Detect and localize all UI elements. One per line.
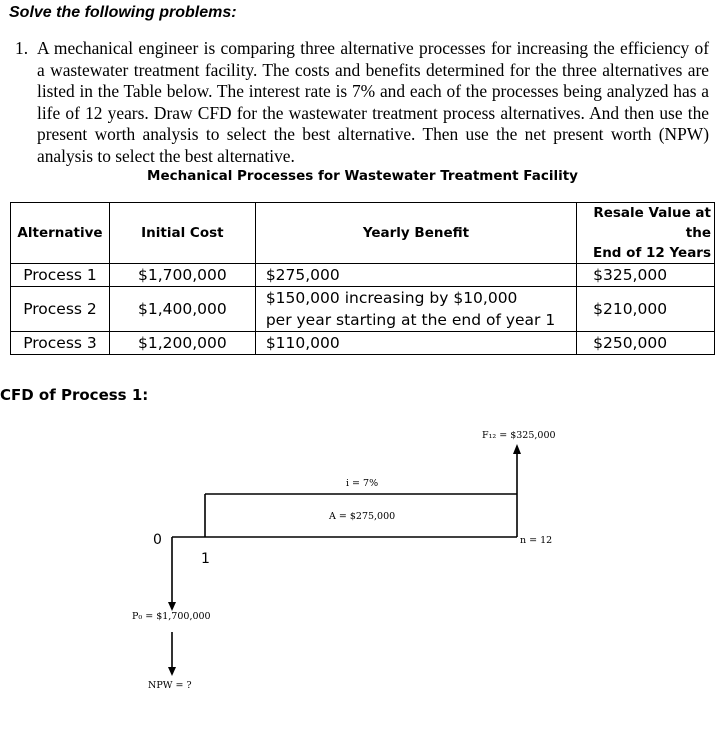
header-alternative: Alternative — [11, 203, 110, 264]
cfd-label: CFD of Process 1: — [0, 386, 149, 404]
problem-number: 1. — [15, 38, 29, 58]
cell-yearly-benefit: $110,000 — [255, 332, 576, 355]
npw-label: NPW = ? — [148, 680, 192, 691]
cell-resale: $325,000 — [577, 264, 715, 287]
cell-alternative: Process 3 — [11, 332, 110, 355]
cell-initial-cost: $1,200,000 — [109, 332, 255, 355]
cell-initial-cost: $1,700,000 — [109, 264, 255, 287]
time-zero-label: 0 — [153, 532, 162, 548]
p0-arrow-head — [168, 602, 176, 611]
f12-arrow-head — [513, 444, 521, 454]
section-heading: Solve the following problems: — [9, 4, 237, 21]
cell-alternative: Process 2 — [11, 287, 110, 332]
period-label: n = 12 — [520, 535, 553, 546]
table-title: Mechanical Processes for Wastewater Treatment Facility — [147, 168, 578, 184]
npw-arrow-head — [168, 667, 176, 676]
annuity-label: A = $275,000 — [329, 511, 396, 522]
header-resale-line1: Resale Value at the — [593, 205, 711, 241]
header-yearly-benefit: Yearly Benefit — [255, 203, 576, 264]
cell-yearly-benefit: $275,000 — [255, 264, 576, 287]
p0-label: P₀ = $1,700,000 — [132, 611, 211, 622]
interest-label: i = 7% — [346, 478, 379, 489]
cell-resale: $210,000 — [577, 287, 715, 332]
header-initial-cost: Initial Cost — [109, 203, 255, 264]
benefit-line-1: $150,000 increasing by $10,000 — [265, 289, 518, 307]
benefit-line-2: per year starting at the end of year 1 — [265, 311, 556, 329]
cell-resale: $250,000 — [577, 332, 715, 355]
header-resale-line2: End of 12 Years — [592, 245, 711, 261]
f12-label: F₁₂ = $325,000 — [482, 430, 556, 441]
time-one-label: 1 — [201, 551, 210, 567]
cell-initial-cost: $1,400,000 — [109, 287, 255, 332]
problem-text: A mechanical engineer is comparing three alternative processes for increasing the efficiency of a wastewater treatment facility. The costs and benefits determined for the three alternatives are listed in the Table below. The interest rate is 7% and each of the processes being analyzed has a life of 12 years. Draw CFD for the wastewater treatment process alternatives. And then use the present worth analysis to select the best alternative. Then use the net present worth (NPW) analysis to select the best alternative. — [37, 38, 709, 166]
cell-alternative: Process 1 — [11, 264, 110, 287]
